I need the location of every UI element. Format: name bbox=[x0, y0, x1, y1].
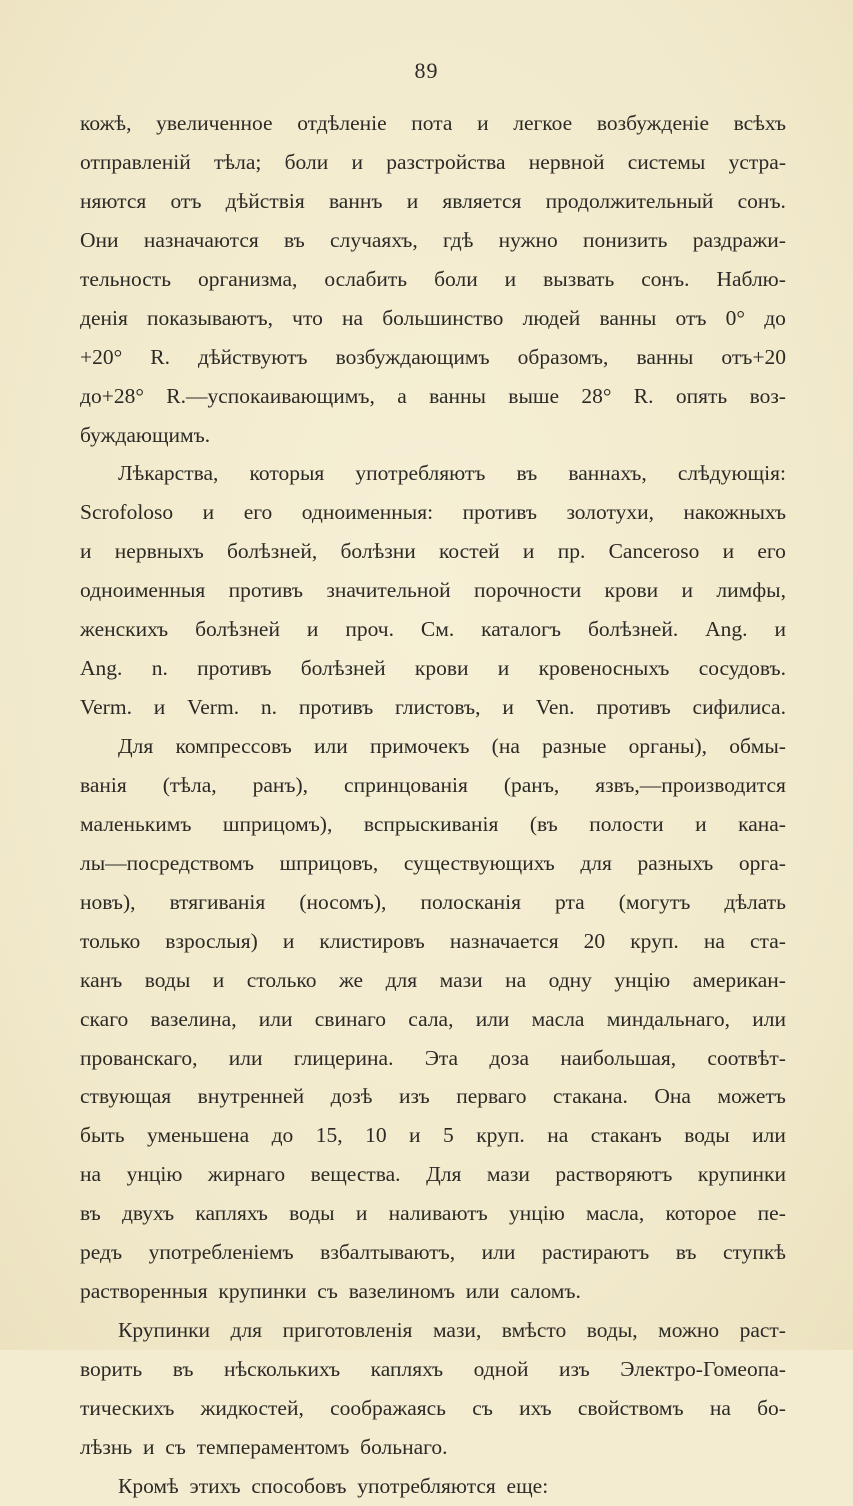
body-text bbox=[80, 104, 786, 1506]
text-line: Крупинки для приготовленія мази, вмѣсто воды, можно раст- bbox=[118, 1318, 786, 1343]
text-line: кожѣ, увеличенное отдѣленіе пота и легкое возбужденіе всѣхъ bbox=[80, 111, 786, 135]
text-line: редъ употребленіемъ взбалтываютъ, или растираютъ въ ступкѣ bbox=[80, 1240, 786, 1265]
text-line: денія показываютъ, что на большинство людей ванны отъ 0° до bbox=[80, 305, 786, 330]
text-line: тическихъ жидкостей, соображаясь съ ихъ свойствомъ на бо- bbox=[80, 1395, 786, 1420]
text-line: прованскаго, или глицерина. Эта доза наибольшая, соотвѣт- bbox=[80, 1045, 786, 1070]
text-line: буждающимъ. bbox=[80, 422, 211, 447]
text-line: и нервныхъ болѣзней, болѣзни костей и пр. Canceroso и его bbox=[80, 539, 786, 564]
text-line: быть уменьшена до 15, 10 и 5 круп. на стаканъ воды или bbox=[80, 1123, 786, 1148]
text-line: только взрослыя) и клистировъ назначается 20 круп. на ста- bbox=[80, 928, 786, 953]
text-line: Кромѣ этихъ способовъ употребляются еще: bbox=[118, 1473, 549, 1498]
text-line: Они назначаются въ случаяхъ, гдѣ нужно понизить раздражи- bbox=[80, 227, 786, 252]
text-line: ванія (тѣла, ранъ), спринцованія (ранъ, язвъ,—производится bbox=[80, 772, 786, 797]
text-line: въ двухъ капляхъ воды и наливаютъ унцію масла, которое пе- bbox=[80, 1201, 786, 1226]
text-line: отправленій тѣла; боли и разстройства нервной системы устра- bbox=[80, 149, 786, 174]
page-number: 89 bbox=[414, 58, 439, 83]
text-line: тельность организма, ослабить боли и вызвать сонъ. Наблю- bbox=[80, 266, 786, 291]
text-line: +20° R. дѣйствуютъ возбуждающимъ образомъ, ванны отъ+20 bbox=[80, 344, 786, 369]
text-line: Лѣкарства, которыя употребляютъ въ ваннахъ, слѣдующія: bbox=[118, 461, 786, 486]
text-line: новъ), втягиванія (носомъ), полосканія рта (могутъ дѣлать bbox=[80, 889, 786, 914]
text-line: лы—посредствомъ шприцовъ, существующихъ для разныхъ орга- bbox=[80, 850, 786, 875]
text-line: одноименныя противъ значительной порочности крови и лимфы, bbox=[80, 578, 786, 603]
text-line: ворить въ нѣсколькихъ капляхъ одной изъ Электро-Гомеопа- bbox=[80, 1357, 786, 1381]
text-line: скаго вазелина, или свинаго сала, или масла миндальнаго, или bbox=[80, 1006, 786, 1031]
text-line: до+28° R.—успокаивающимъ, а ванны выше 28° R. опять воз- bbox=[80, 383, 786, 408]
text-line: Scrofoloso и его одноименныя: противъ золотухи, накожныхъ bbox=[80, 500, 786, 525]
text-line: канъ воды и столько же для мази на одну унцію американ- bbox=[80, 967, 786, 992]
text-line: Ang. n. противъ болѣзней крови и кровеносныхъ сосудовъ. bbox=[80, 656, 786, 681]
text-line: Для компрессовъ или примочекъ (на разные органы), обмы- bbox=[118, 734, 786, 758]
text-line: маленькимъ шприцомъ), вспрыскиванія (въ полости и кана- bbox=[80, 811, 786, 836]
text-line: няются отъ дѣйствія ваннъ и является продолжительный сонъ. bbox=[80, 188, 786, 213]
text-line: ствующая внутренней дозѣ изъ перваго стакана. Она можетъ bbox=[80, 1084, 786, 1109]
text-line: Verm. и Verm. n. противъ глистовъ, и Ven. противъ сифилиса. bbox=[80, 695, 786, 720]
text-line: женскихъ болѣзней и проч. См. каталогъ болѣзней. Ang. и bbox=[80, 617, 786, 642]
text-line: на унцію жирнаго вещества. Для мази растворяютъ крупинки bbox=[80, 1162, 786, 1187]
text-line: растворенныя крупинки съ вазелиномъ или саломъ. bbox=[80, 1279, 581, 1304]
text-line: лѣзнь и съ темпераментомъ больнаго. bbox=[80, 1434, 448, 1459]
